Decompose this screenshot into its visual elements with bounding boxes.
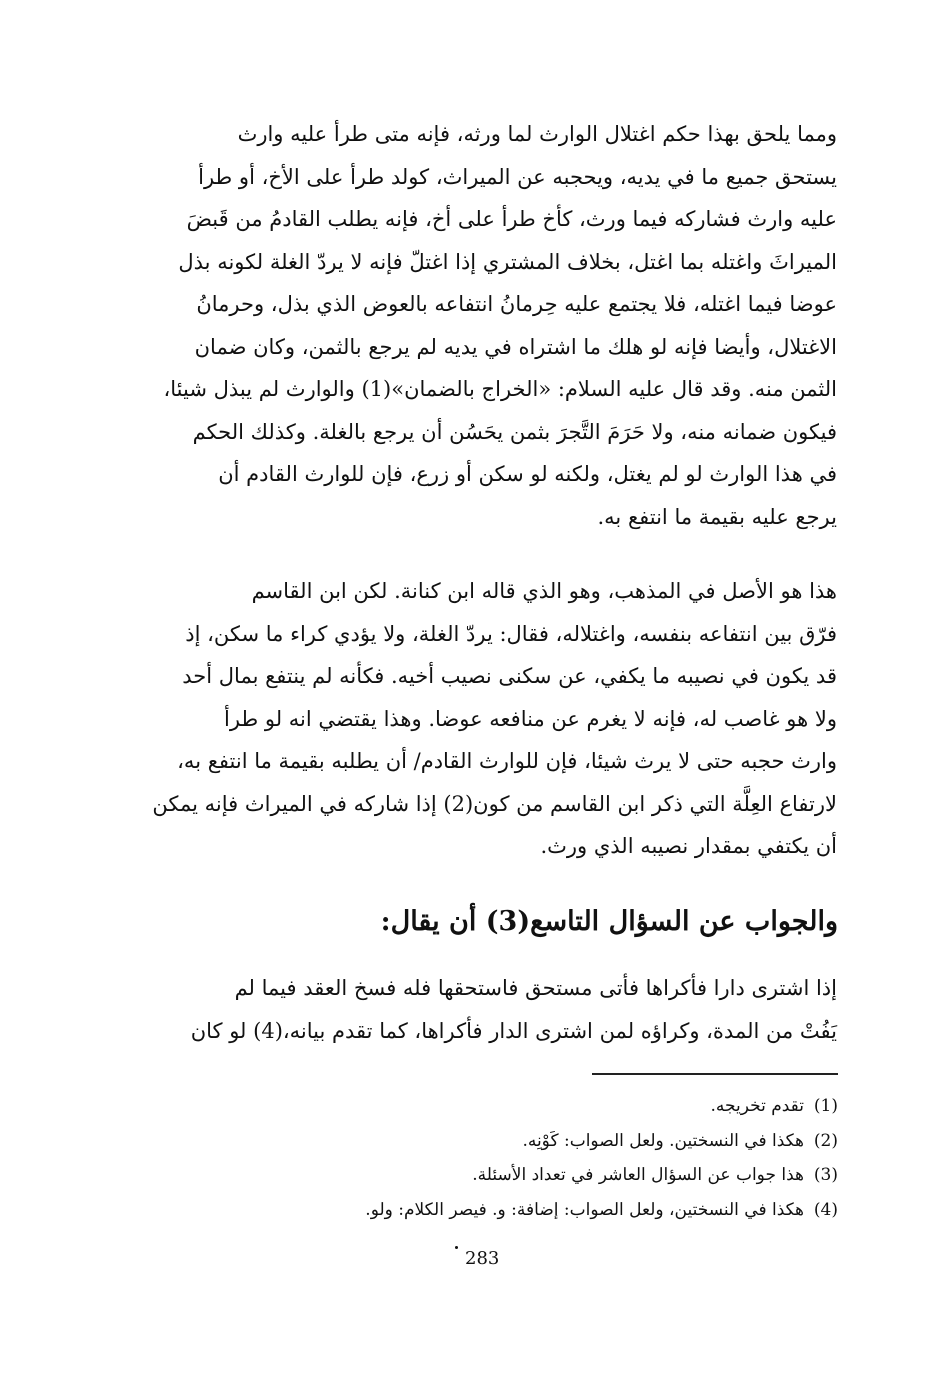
text-line: إذا اشترى دارا فأكراها فأتى مستحق فاستحقها فله فسخ العقد فيما لم xyxy=(234,976,837,1000)
text-line: الثمن منه. وقد قال عليه السلام: «الخراج بالضمان»(1) والوارث لم يبذل شيئا، xyxy=(163,377,837,401)
footnote-number: (3) xyxy=(813,1165,838,1185)
text-line: فرّق بين انتفاعه بنفسه، واغتلاله، فقال: يردّ الغلة، ولا يؤدي كراء ما سكن، إذ xyxy=(185,621,837,646)
footnote-text: تقدم تخريجه. xyxy=(710,1096,804,1116)
text-line: عوضا فيما اغتله، فلا يجتمع عليه حِرمانُ انتفاعه بالعوض الذي بذل، وحرمانُ xyxy=(196,292,837,316)
text-line: قد يكون في نصيبه ما يكفي، عن سكنى نصيب أخيه. فكأنه لم ينتفع بمال أحد xyxy=(182,664,837,688)
text-line: ومما يلحق بهذا حكم اغتلال الوارث لما ورثه، فإنه متى طرأ عليه وارث xyxy=(237,122,837,146)
text-line: عليه وارث فشاركه فيما ورث، كأخ طرأ على أخ، فإنه يطلب القادمُ من قَبضَ xyxy=(186,207,837,231)
text-line: في هذا الوارث لو لم يغتل، ولكنه لو سكن أو زرع، فإن للوارث القادم أن xyxy=(218,462,837,486)
footnote xyxy=(365,1193,838,1228)
text-line: الميراثَ واغتله بما اغتل، بخلاف المشتري إذا اغتلّ فإنه لا يردّ الغلة لكونه بذل xyxy=(178,249,837,274)
footnote-text: هكذا في النسختين، ولعل الصواب: إضافة: و. فيصر الكلام: ولو. xyxy=(365,1199,804,1220)
footnote-number: (4) xyxy=(813,1199,838,1220)
text-line: وارث حجبه حتى لا يرث شيئا، فإن للوارث القادم/ أن يطلبه بقيمة ما انتفع به، xyxy=(177,749,837,773)
footnote-divider xyxy=(592,1073,838,1075)
text-line: يرجع عليه بقيمة ما انتفع به. xyxy=(597,504,837,529)
page-number: 283 xyxy=(465,1248,500,1269)
paragraph-3 xyxy=(117,967,837,1052)
paragraph-2 xyxy=(117,570,837,868)
footnote xyxy=(365,1089,838,1124)
text-line: أن يكتفي بمقدار نصيبه الذي ورث. xyxy=(540,834,837,858)
text-line: يَفُتْ من المدة، وكراؤه لمن اشترى الدار فأكراها، كما تقدم بيانه،(4) لو كان xyxy=(190,1018,837,1043)
footnote-number: (1) xyxy=(813,1096,838,1116)
text-line: فيكون ضمانه منه، ولا حَرَمَ التَّجرَ بثمن يحَسُن أن يرجع بالغلة. وكذلك الحكم xyxy=(192,419,837,444)
footnote xyxy=(365,1158,838,1193)
section-heading: والجواب عن السؤال التاسع(3) أن يقال: xyxy=(380,906,838,937)
paragraph-1 xyxy=(117,113,837,538)
footnote xyxy=(365,1124,838,1159)
text-line: هذا هو الأصل في المذهب، وهو الذي قاله ابن كنانة. لكن ابن القاسم xyxy=(251,579,837,603)
footnote-text: هذا جواب عن السؤال العاشر في تعداد الأسئلة. xyxy=(472,1165,804,1185)
text-line: يستحق جميع ما في يديه، ويحجبه عن الميراث، كولد طرأ على الأخ، أو طرأ xyxy=(198,164,837,189)
footnote-number: (2) xyxy=(813,1130,838,1151)
ink-dot xyxy=(455,1246,458,1249)
text-line: ولا هو غاصب له، فإنه لا يغرم عن منافعه عوضا. وهذا يقتضي انه لو طرأ xyxy=(224,706,837,731)
footnotes xyxy=(365,1089,838,1227)
text-line: لارتفاع العِلَّة التي ذكر ابن القاسم من كون(2) إذا شاركه في الميراث فإنه يمكن xyxy=(152,791,837,816)
text-line: الاغتلال، وأيضا فإنه لو هلك ما اشتراه في يديه لم يرجع بالثمن، وكان ضمان xyxy=(194,334,837,359)
footnote-text: هكذا في النسختين. ولعل الصواب: كَوْنِه. xyxy=(522,1130,804,1151)
